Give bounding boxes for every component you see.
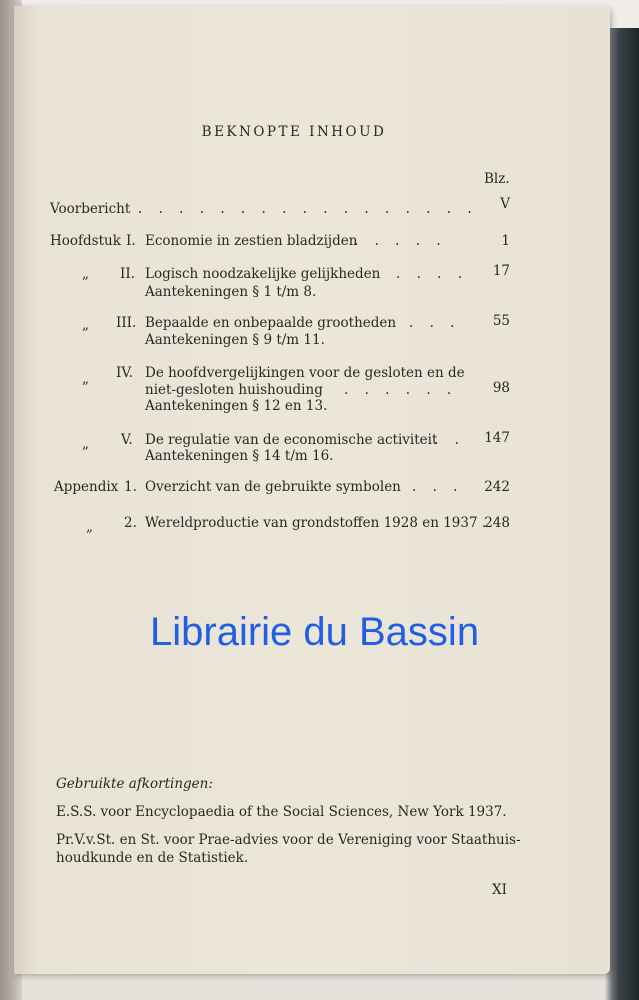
toc-number: 1. (124, 479, 137, 495)
toc-label: „ (82, 436, 89, 452)
toc-label: Voorbericht (50, 201, 131, 217)
toc-number: I. (126, 233, 136, 249)
toc-page: 248 (484, 515, 510, 531)
abbreviation-line-continued: houdkunde en de Statistiek. (56, 850, 249, 866)
page-title: BEKNOPTE INHOUD (201, 124, 387, 140)
toc-subtext: Aantekeningen § 12 en 13. (145, 398, 328, 414)
toc-page: 17 (492, 263, 510, 279)
toc-dots: . . . (412, 479, 464, 495)
toc-page: 55 (492, 313, 510, 329)
toc-number: IV. (116, 365, 134, 381)
toc-text: De regulatie van de economische activiteit (145, 432, 438, 448)
toc-dots: . . . (409, 315, 461, 331)
toc-label: Appendix (54, 479, 119, 495)
page-column-header: Blz. (484, 171, 510, 187)
toc-label: Hoofdstuk (50, 233, 121, 249)
toc-number: II. (120, 266, 135, 282)
book-page (14, 6, 610, 974)
toc-page: 98 (492, 380, 510, 396)
toc-text: Bepaalde en onbepaalde grootheden (145, 315, 397, 331)
toc-text: Overzicht van de gebruikte symbolen (145, 479, 401, 495)
toc-text: Wereldproductie van grondstoffen 1928 en 1937 . (145, 515, 487, 531)
toc-dots: . . . . . . . . . . . . . . . . . (138, 201, 478, 217)
toc-subtext: Aantekeningen § 9 t/m 11. (145, 332, 325, 348)
toc-label: „ (82, 371, 89, 387)
abbreviation-line: Pr.V.v.St. en St. voor Prae-advies voor de Vereniging voor Staathuis- (56, 832, 521, 848)
toc-page: 147 (484, 430, 510, 446)
toc-dots: . . . . . (354, 233, 447, 249)
toc-text: Logisch noodzakelijke gelijkheden (145, 266, 381, 282)
toc-page: V (500, 196, 510, 212)
abbreviations-heading: Gebruikte afkortingen: (56, 776, 213, 792)
toc-number: V. (121, 432, 133, 448)
toc-page: 242 (484, 479, 510, 495)
abbreviation-line: E.S.S. voor Encyclopaedia of the Social Sciences, New York 1937. (56, 804, 507, 820)
toc-label: „ (86, 519, 93, 535)
toc-text: De hoofdvergelijkingen voor de gesloten en de (145, 365, 465, 381)
watermark-text: Librairie du Bassin (150, 610, 480, 654)
toc-subtext: Aantekeningen § 1 t/m 8. (145, 284, 317, 300)
page-number: XI (492, 882, 507, 898)
toc-label: „ (82, 266, 89, 282)
toc-number: III. (116, 315, 137, 331)
toc-number: 2. (124, 515, 137, 531)
toc-text: Economie in zestien bladzijden (145, 233, 358, 249)
toc-dots: . . . . (396, 266, 469, 282)
toc-text-continued: niet-gesloten huishouding (145, 382, 323, 398)
toc-page: 1 (501, 233, 510, 249)
toc-dots: . . . . . . (344, 382, 458, 398)
toc-label: „ (82, 317, 89, 333)
toc-dots: . . (434, 432, 465, 448)
book-cover-right (605, 28, 639, 1000)
toc-subtext: Aantekeningen § 14 t/m 16. (145, 448, 334, 464)
